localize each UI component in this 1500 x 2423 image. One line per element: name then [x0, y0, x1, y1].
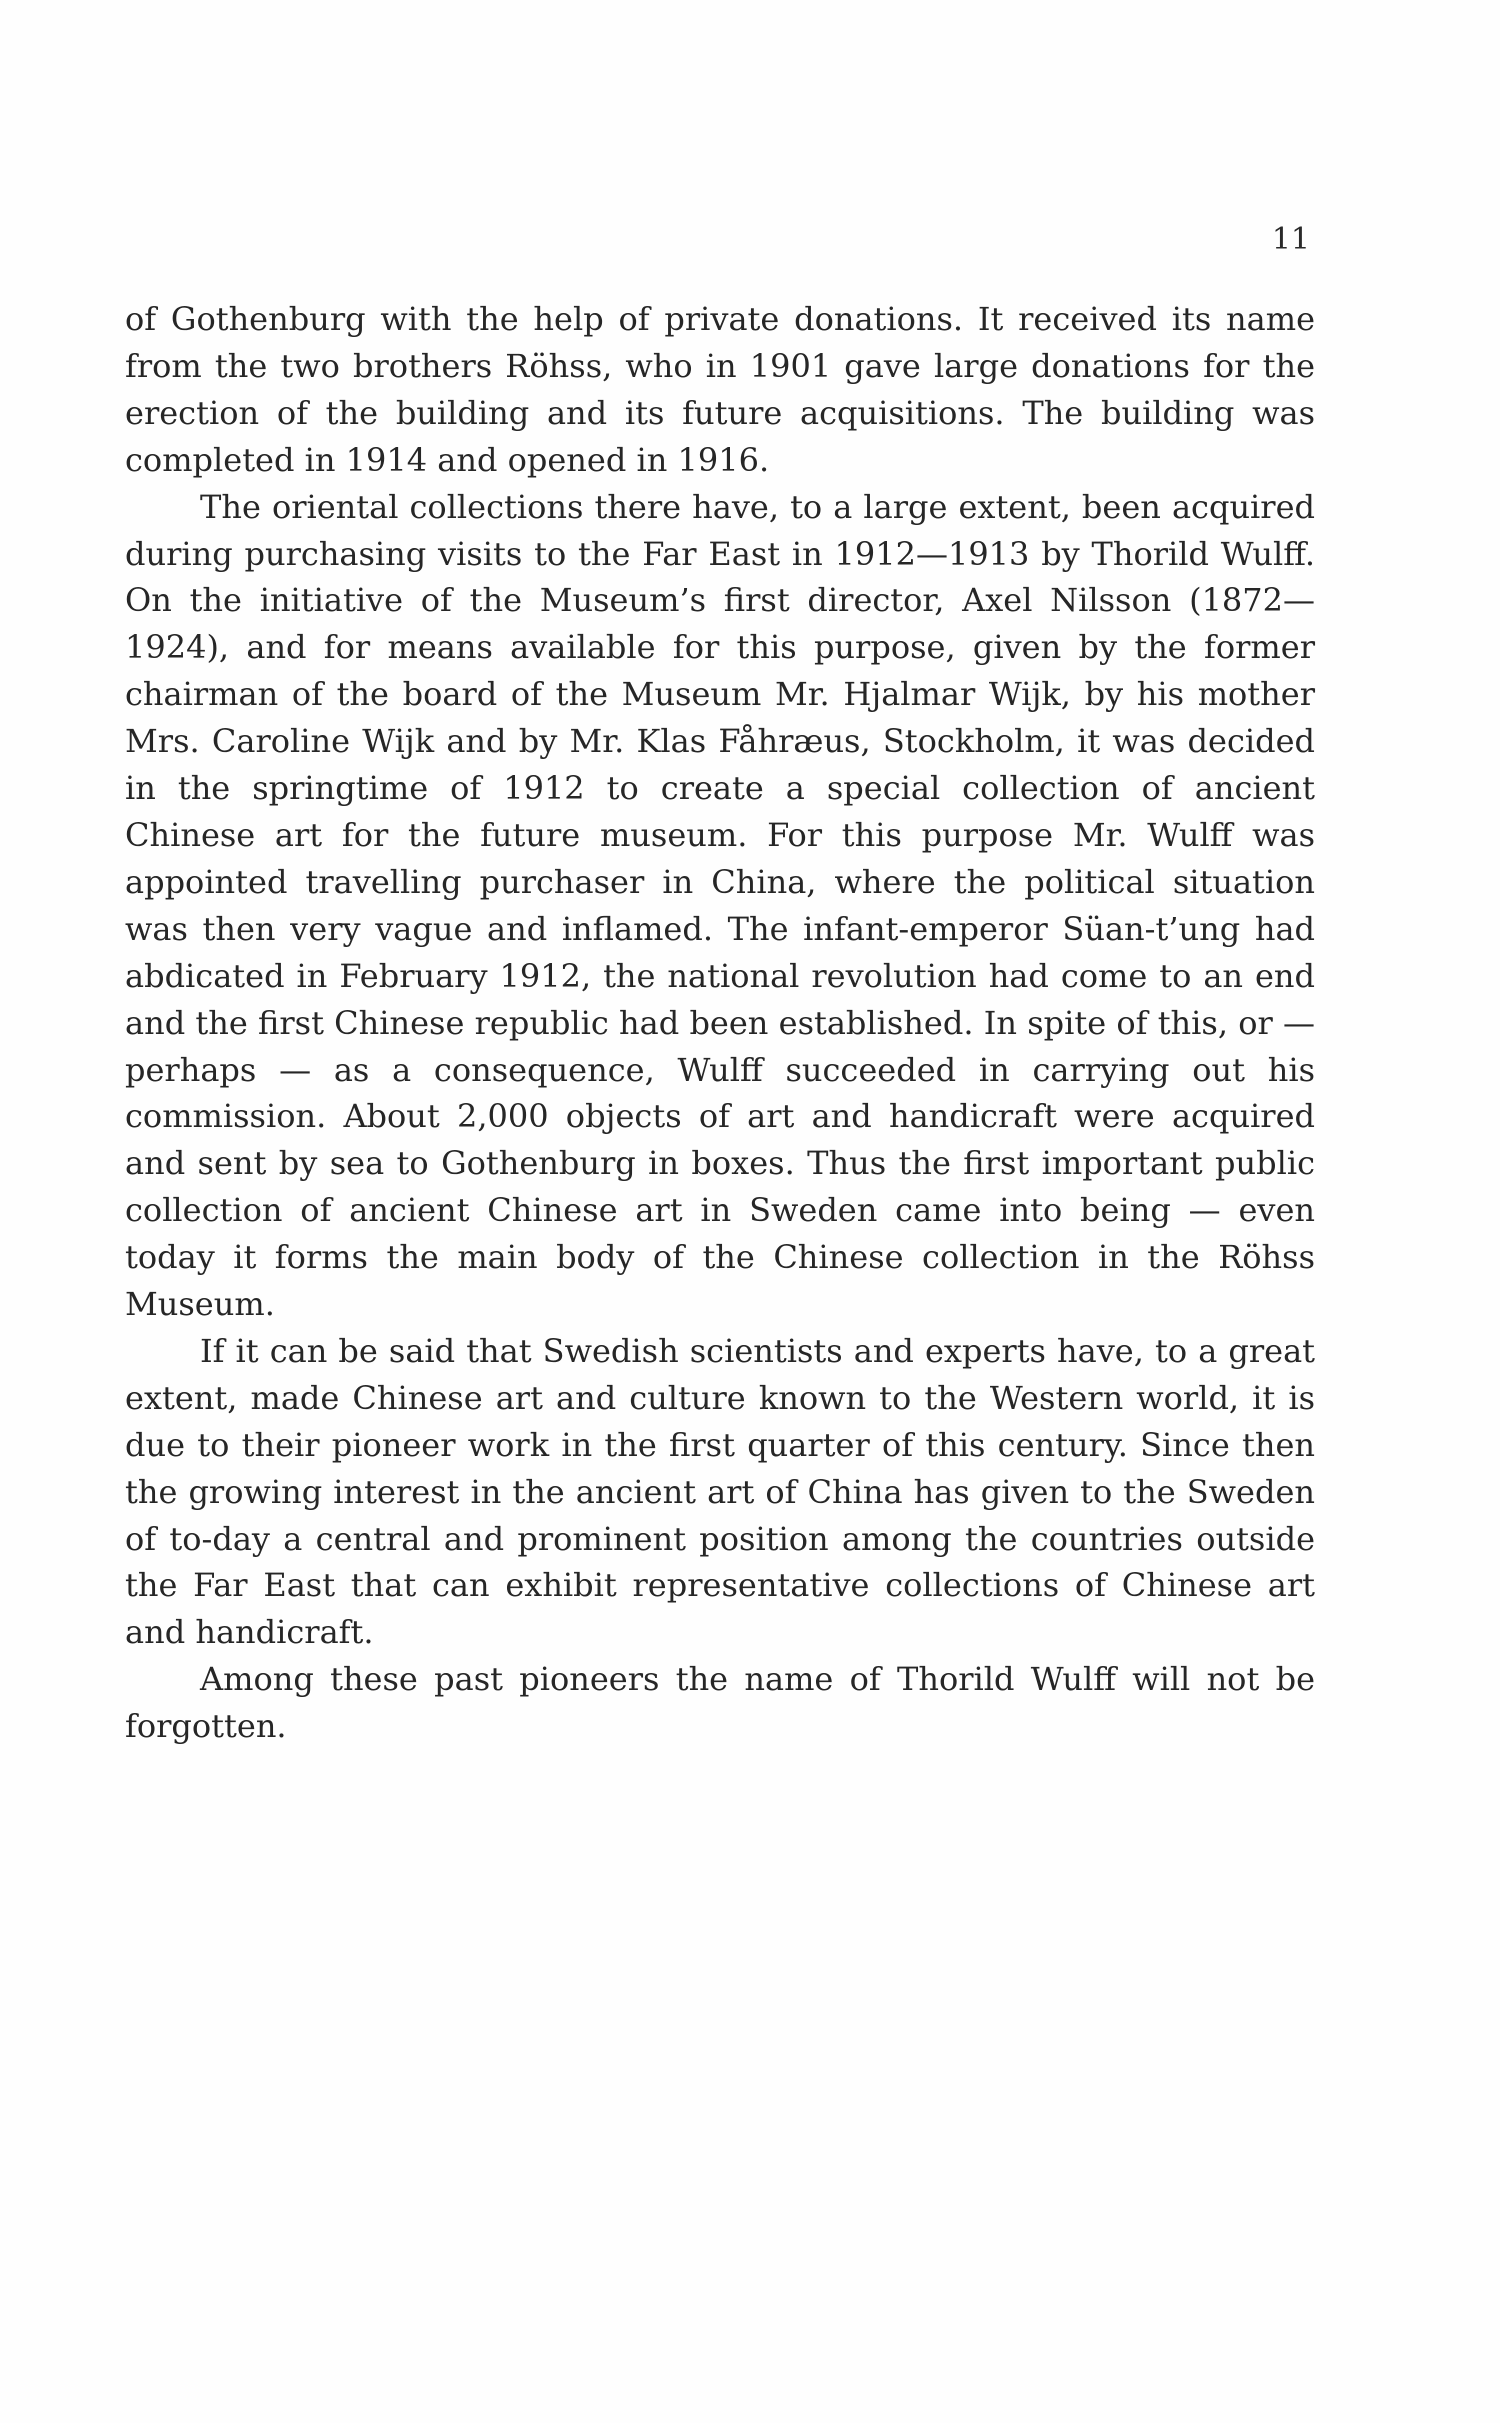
page-number: 11	[1271, 222, 1310, 257]
body-text	[125, 296, 1315, 1750]
paragraph-swedish-scientists: If it can be said that Swedish scientists and experts have, to a great extent, made Chinese art and culture known to the Western world, it is due to their pioneer work in the first quarter of this century. Since then the growing interest in the ancient art of China has given to the Sweden of to-day a central and prominent position among the countries outside the Far East that can exhibit representative collections of Chinese art and handicraft.	[125, 1331, 1315, 1652]
paragraph-oriental-collections: The oriental collections there have, to a large extent, been acquired during purchasing visits to the Far East in 1912—1913 by Thorild Wulff. On the initiative of the Museum’s first director, Axel Nilsson (1872—1924), and for means available for this purpose, given by the former chairman of the board of the Museum Mr. Hjalmar Wijk, by his mother Mrs. Caroline Wijk and by Mr. Klas Fåhræus, Stockholm, it was decided in the springtime of 1912 to create a special collection of ancient Chinese art for the future museum. For this purpose Mr. Wulff was appointed travelling purchaser in China, where the political situation was then very vague and inflamed. The infant-emperor Süan-t’ung had abdicated in February 1912, the national revolution had come to an end and the first Chinese republic had been established. In spite of this, or — perhaps — as a consequence, Wulff succeeded in carrying out his commission. About 2,000 objects of art and handicraft were acquired and sent by sea to Gothenburg in boxes. Thus the first important public collection of ancient Chinese art in Sweden came into being — even today it forms the main body of the Chinese collection in the Röhss Museum.	[125, 487, 1315, 1324]
paragraph-continuation: of Gothenburg with the help of private donations. It received its name from the two brothers Röhss, who in 1901 gave large donations for the erection of the building and its future acquisitions. The building was completed in 1914 and opened in 1916.	[125, 300, 1315, 479]
paragraph-pioneers: Among these past pioneers the name of Thorild Wulff will not be forgotten.	[125, 1660, 1315, 1746]
